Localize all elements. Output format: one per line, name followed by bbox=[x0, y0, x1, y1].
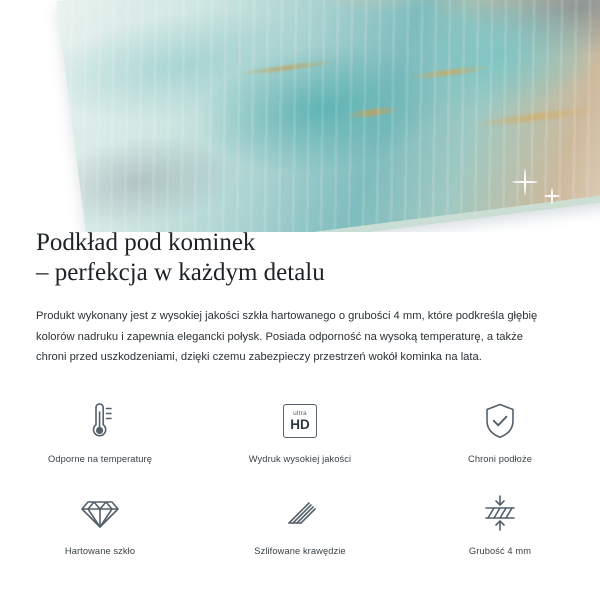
page-title-line-2: – perfekcja w każdym detalu bbox=[36, 259, 325, 286]
hero-image bbox=[0, 0, 600, 232]
feature-label: Szlifowane krawędzie bbox=[254, 546, 346, 556]
shield-check-icon bbox=[480, 398, 520, 444]
feature-label: Chroni podłoże bbox=[468, 454, 532, 464]
description-paragraph: Produkt wykonany jest z wysokiej jakości szkła hartowanego o grubości 4 mm, które podkreśla głębię kolorów nadruku i zapewnia elegancki połysk. Posiada odporność na wysoką temperaturę, a także chroni przed uszkodzeniami, dzięki czemu zabezpieczy przestrzeń wokół kominka na lata. bbox=[36, 310, 538, 363]
thickness-arrows-icon bbox=[478, 490, 522, 536]
polished-edges-icon bbox=[279, 490, 321, 536]
feature-label: Odporne na temperaturę bbox=[47, 454, 152, 464]
ultra-hd-badge-bottom: HD bbox=[290, 417, 310, 432]
feature-item-print-quality bbox=[200, 398, 400, 464]
feature-grid bbox=[0, 398, 600, 556]
feature-label: Grubość 4 mm bbox=[468, 546, 532, 556]
page-title-line-1: Podkład pod kominek bbox=[36, 229, 256, 256]
feature-item-tempered-glass bbox=[0, 490, 200, 556]
ultra-hd-icon bbox=[283, 398, 317, 444]
feature-item-temperature bbox=[0, 398, 200, 464]
feature-item-thickness bbox=[400, 490, 600, 556]
thermometer-icon bbox=[79, 398, 121, 444]
feature-item-surface-protection bbox=[400, 398, 600, 464]
diamond-icon bbox=[79, 490, 121, 536]
description-content bbox=[0, 228, 600, 368]
ultra-hd-badge-top: ultra bbox=[293, 409, 307, 417]
feature-label: Wydruk wysokiej jakości bbox=[248, 454, 352, 464]
glass-panel-artwork bbox=[57, 0, 600, 232]
feature-label: Hartowane szkło bbox=[64, 546, 136, 556]
page-title bbox=[0, 228, 600, 288]
feature-item-polished-edges bbox=[200, 490, 400, 556]
